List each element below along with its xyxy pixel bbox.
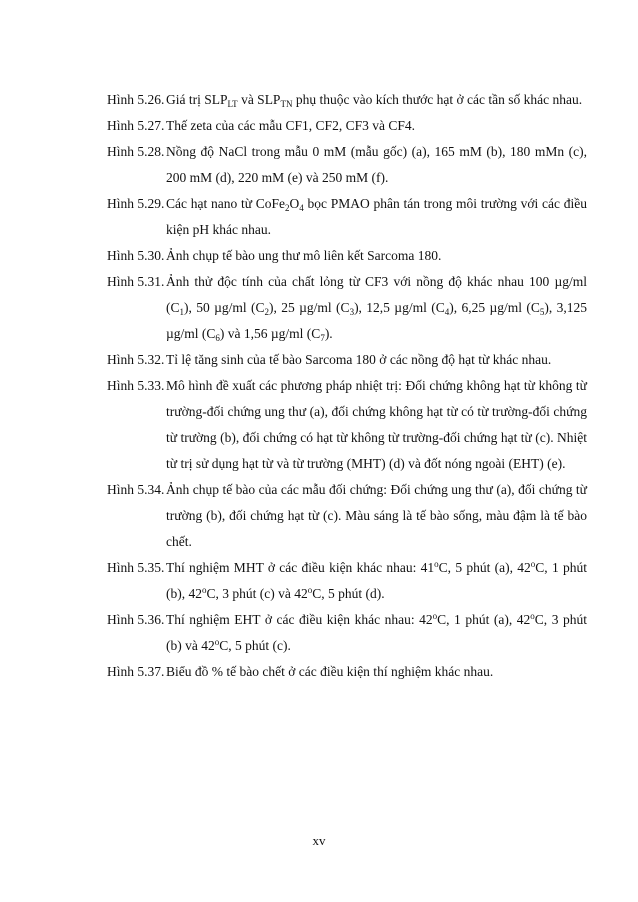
figure-number: Hình 5.35. (107, 560, 165, 575)
figure-caption: Ảnh thử độc tính của chất lỏng từ CF3 với nồng độ khác nhau 100 µg/ml $(C_1)$, 50 µg/ml $(C_2)$, 25 µg/ml $(C_3)$, 12,5 µg/ml $(C_4)$, 6,25 µg/ml $(C_5)$, 3,125 µg/ml $(C_6)$ và 1,56 µg/ml $(C_7)$. (166, 274, 587, 343)
figure-entry (107, 373, 587, 477)
figure-entry (107, 269, 587, 347)
figure-caption: Nồng độ NaCl trong mẫu 0 mM (mẫu gốc) (a), 165 mM (b), 180 mMn (c), 200 mM (d), 220 mM (e) và 250 mM (f). (166, 144, 587, 185)
figure-number: Hình 5.31. (107, 274, 165, 289)
figure-entry (107, 139, 587, 191)
figure-caption: Thế zeta của các mẫu CF1, CF2, CF3 và CF4. (166, 118, 415, 133)
figure-caption: Giá trị $SLP_{LT}$ và $SLP_{TN}$ phụ thuộc vào kích thước hạt ở các tần số khác nhau. (166, 92, 583, 109)
figure-list (107, 87, 587, 685)
figure-entry (107, 607, 587, 659)
page-number: xv (312, 833, 326, 848)
figure-entry (107, 555, 587, 607)
figure-caption: Các hạt nano từ $CoFe_2O_4$ bọc PMAO phân tán trong môi trường với các điều kiện pH khác nhau. (166, 196, 588, 237)
figure-entry (107, 113, 587, 139)
figure-number: Hình 5.27. (107, 118, 165, 133)
figure-entry (107, 347, 587, 373)
figure-entry (107, 659, 587, 685)
figure-number: Hình 5.32. (107, 352, 165, 367)
figure-entry (107, 191, 587, 243)
figure-entry (107, 243, 587, 269)
figure-number: Hình 5.34. (107, 482, 165, 497)
figure-caption: Ảnh chụp tế bào của các mẫu đối chứng: Đối chứng ung thư (a), đối chứng từ trường (b), đối chứng hạt từ (c). Màu sáng là tế bào sống, màu đậm là tế bào chết. (166, 482, 587, 549)
figure-caption: Ảnh chụp tế bào ung thư mô liên kết Sarcoma 180. (166, 248, 442, 263)
figure-caption: Thí nghiệm EHT ở các điều kiện khác nhau: 42$^o$C, 1 phút (a), 42$^o$C, 3 phút (b) và 42$^o$C, 5 phút (c). (166, 611, 587, 653)
figure-entry (107, 87, 587, 113)
figure-caption: Mô hình đề xuất các phương pháp nhiệt trị: Đối chứng không hạt từ không từ trường-đối chứng ung thư (a), đối chứng không hạt từ có từ trường-đối chứng từ trường (b), đối chứng có hạt từ không từ trường-đối chứng hạt từ (c). Nhiệt từ trị sử dụng hạt từ và từ trường (MHT) (d) và đốt nóng ngoài (EHT) (e). (166, 378, 587, 471)
figure-caption: Biểu đồ % tế bào chết ở các điều kiện thí nghiệm khác nhau. (166, 664, 494, 679)
figure-entry (107, 477, 587, 555)
figure-caption: Tỉ lệ tăng sinh của tế bào Sarcoma 180 ở các nồng độ hạt từ khác nhau. (166, 352, 552, 367)
figure-number: Hình 5.26. (107, 92, 165, 107)
figure-caption: Thí nghiệm MHT ở các điều kiện khác nhau: 41$^o$C, 5 phút (a), 42$^o$C, 1 phút (b), 42$^o$C, 3 phút (c) và 42$^o$C, 5 phút (d). (166, 559, 587, 601)
figure-number: Hình 5.36. (107, 612, 165, 627)
figure-number: Hình 5.29. (107, 196, 165, 211)
figure-number: Hình 5.33. (107, 378, 165, 393)
figure-number: Hình 5.30. (107, 248, 165, 263)
figure-number: Hình 5.37. (107, 664, 165, 679)
figure-number: Hình 5.28. (107, 144, 165, 159)
